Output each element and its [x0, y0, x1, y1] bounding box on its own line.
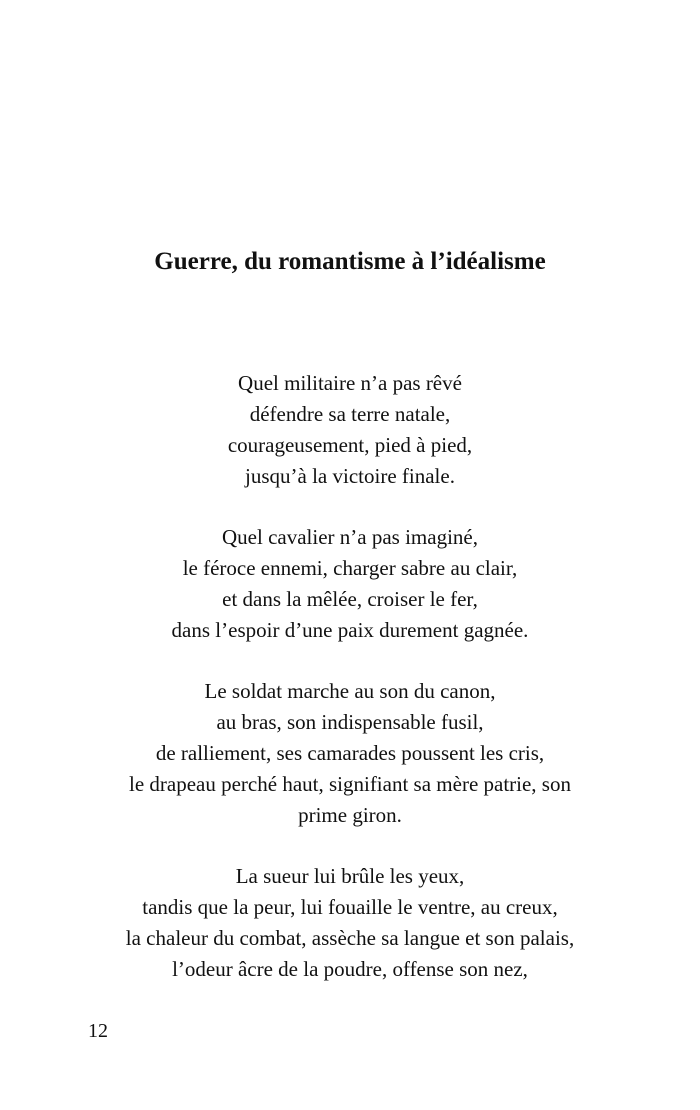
poem-line: tandis que la peur, lui fouaille le ventre, au creux,: [142, 895, 558, 919]
poem-line: le drapeau perché haut, signifiant sa mère patrie, son: [129, 772, 571, 796]
poem-line: l’odeur âcre de la poudre, offense son nez,: [172, 957, 528, 981]
poem-line: et dans la mêlée, croiser le fer,: [222, 587, 478, 611]
poem-line: courageusement, pied à pied,: [227, 433, 473, 457]
poem-body: [90, 368, 610, 1015]
poem-line: prime giron.: [298, 803, 402, 827]
stanza-4: [90, 861, 610, 985]
poem-line: Le soldat marche au son du canon,: [204, 679, 496, 703]
poem-line: jusqu’à la victoire finale.: [245, 464, 455, 488]
poem-title: Guerre, du romantisme à l’idéalisme: [154, 248, 546, 275]
poem-line: Quel cavalier n’a pas imaginé,: [222, 525, 478, 549]
page-number: 12: [88, 1020, 108, 1042]
poem-line: dans l’espoir d’une paix durement gagnée.: [171, 618, 529, 642]
poem-line: de ralliement, ses camarades poussent les cris,: [155, 741, 545, 765]
poem-line: au bras, son indispensable fusil,: [216, 710, 484, 734]
stanza-1: [90, 368, 610, 492]
stanza-3: [90, 676, 610, 831]
poem-line: Quel militaire n’a pas rêvé: [238, 371, 462, 395]
poem-line: La sueur lui brûle les yeux,: [235, 864, 465, 888]
poem-line: défendre sa terre natale,: [249, 402, 451, 426]
stanza-2: [90, 522, 610, 646]
poem-line: le féroce ennemi, charger sabre au clair,: [182, 556, 518, 580]
poem-line: la chaleur du combat, assèche sa langue et son palais,: [125, 926, 575, 950]
